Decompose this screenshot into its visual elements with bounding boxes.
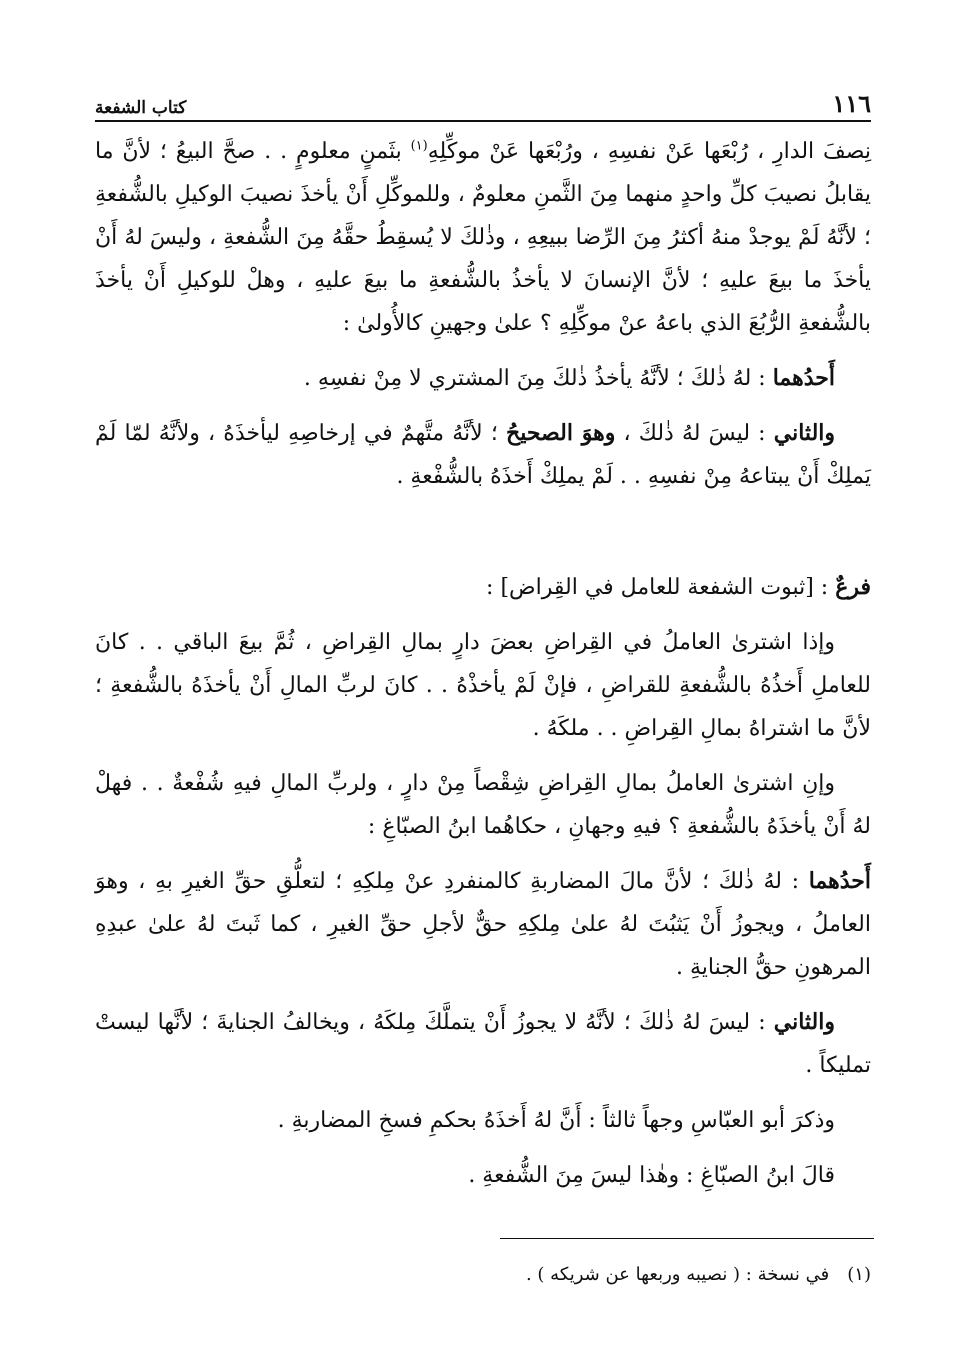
footnote [95, 1264, 871, 1285]
page-header [95, 84, 871, 118]
paragraph-text: : ليسَ لهُ ذٰلكَ ؛ لأنَّهُ لا يجوزُ أَنْ يتملَّكَ مِلكَهُ ، ويخالفُ الجنايةَ ؛ لأنَّها ليستْ تمليكاً . [95, 1010, 871, 1078]
spacer [95, 510, 871, 566]
emphasis: وهوَ الصحيحُ [506, 420, 616, 446]
paragraph-text: بثَمنٍ معلومٍ . . صحَّ البيعُ ؛ لأنَّ ما يقابلُ نصيبَ كلِّ واحدٍ منهما مِنَ الثَّمنِ معلومٌ ، وللموكِّلِ أَنْ يأخذَ نصيبَ الوكيلِ بالشُّفعةِ ؛ لأنَّهُ لَمْ يوجدْ منهُ أكثرُ مِنَ الرِّضا ببيعِهِ ، وذٰلكَ لا يُسقِطُ حقَّهُ مِنَ الشُّفعةِ ، وليسَ لهُ أَنْ يأخذَ ما بيعَ عليهِ ؛ لأنَّ الإنسانَ لا يأخذُ بالشُّفعةِ ما بيعَ عليهِ ، وهلْ للوكيلِ أَنْ يأخذَ بالشُّفعةِ الرُّبُعَ الذي باعهُ عنْ موكِّلِهِ ؟ علىٰ وجهينِ كالأُولىٰ : [95, 139, 871, 336]
paragraph [95, 860, 871, 989]
subsection-heading [95, 566, 871, 609]
paragraph [95, 412, 871, 498]
header-rule [95, 120, 871, 122]
paragraph-text: : لهُ ذٰلكَ ؛ لأنَّ مالَ المضاربةِ كالمنفردِ عنْ مِلكِهِ ؛ لتعلُّقِ حقِّ الغيرِ بهِ ، وهوَ العاملُ ، ويجوزُ أَنْ يَثبُتَ لهُ علىٰ مِلكِهِ حقٌّ لأجلِ حقِّ الغيرِ ، كما ثَبتَ لهُ علىٰ عبدِهِ المرهونِ حقُّ الجنايةِ . [95, 869, 871, 980]
paragraph: قالَ ابنُ الصبّاغِ : وهٰذا ليسَ مِنَ الشُّفعةِ . [468, 1163, 835, 1188]
paragraph [95, 357, 871, 400]
paragraph: وإنِ اشترىٰ العاملُ بمالِ القِراضِ شِقْصاً مِنْ دارٍ ، ولربِّ المالِ فيهِ شُفْعةٌ . . فهلْ لهُ أَنْ يأخذَهُ بالشُّفعةِ ؟ فيهِ وجهانِ ، حكاهُما ابنُ الصبّاغِ : [95, 771, 871, 839]
paragraph: وإذا اشترىٰ العاملُ في القِراضِ بعضَ دارٍ بمالِ القِراضِ ، ثُمَّ بيعَ الباقي . . كانَ للعاملِ أَخذُهُ بالشُّفعةِ للقراضِ ، فإنْ لَمْ يأخذْهُ . . كانَ لربِّ المالِ أَنْ يأخذَهُ بالشُّفعةِ ؛ لأنَّ ما اشتراهُ بمالِ القِراضِ . . ملكَهُ . [95, 630, 871, 741]
section-label: والثاني [773, 1009, 835, 1035]
paragraph-text: : لهُ ذٰلكَ ؛ لأنَّهُ يأخذُ ذٰلكَ مِنَ المشتري لا مِنْ نفسِهِ . [303, 366, 773, 391]
section-label: أَحدُهما [808, 868, 871, 894]
paragraph: وذكرَ أبو العبّاسِ وجهاً ثالثاً : أَنَّ لهُ أَخذَهُ بحكمِ فسخِ المضاربةِ . [277, 1108, 835, 1133]
heading-text: : [ثبوت الشفعة للعامل في القِراض] : [486, 575, 836, 600]
main-text [95, 130, 871, 1209]
footnote-text: في نسخة : ( نصيبه وربعها عن شريكه ) . [525, 1264, 830, 1285]
paragraph [95, 130, 871, 345]
page-number: ١١٦ [832, 89, 871, 118]
paragraph [95, 1001, 871, 1087]
paragraph-text: نِصفَ الدارِ ، رُبْعَها عَنْ نفسِهِ ، ورُبْعَها عَنْ موكِّلِهِ [427, 139, 872, 164]
section-label: أَحدُهما [772, 365, 835, 391]
footnote-rule [500, 1238, 874, 1239]
footnote-marker: (١) [847, 1264, 871, 1285]
section-label: والثاني [773, 420, 836, 446]
running-title: كتاب الشفعة [95, 98, 187, 118]
paragraph-text: ؛ لأنَّهُ متَّهمٌ في إرخاصِهِ ليأخذَهُ ، ولأنَّهُ لمّا لَمْ يَملِكْ أَنْ يبتاعهُ مِنْ نفسِهِ . . لَمْ يملِكْ أَخذَهُ بالشُّفْعةِ . [95, 421, 871, 489]
footnote-reference[interactable]: (١) [410, 138, 428, 154]
branch-label: فرعٌ [835, 574, 871, 600]
paragraph-text: : ليسَ لهُ ذٰلكَ ، [615, 421, 774, 446]
